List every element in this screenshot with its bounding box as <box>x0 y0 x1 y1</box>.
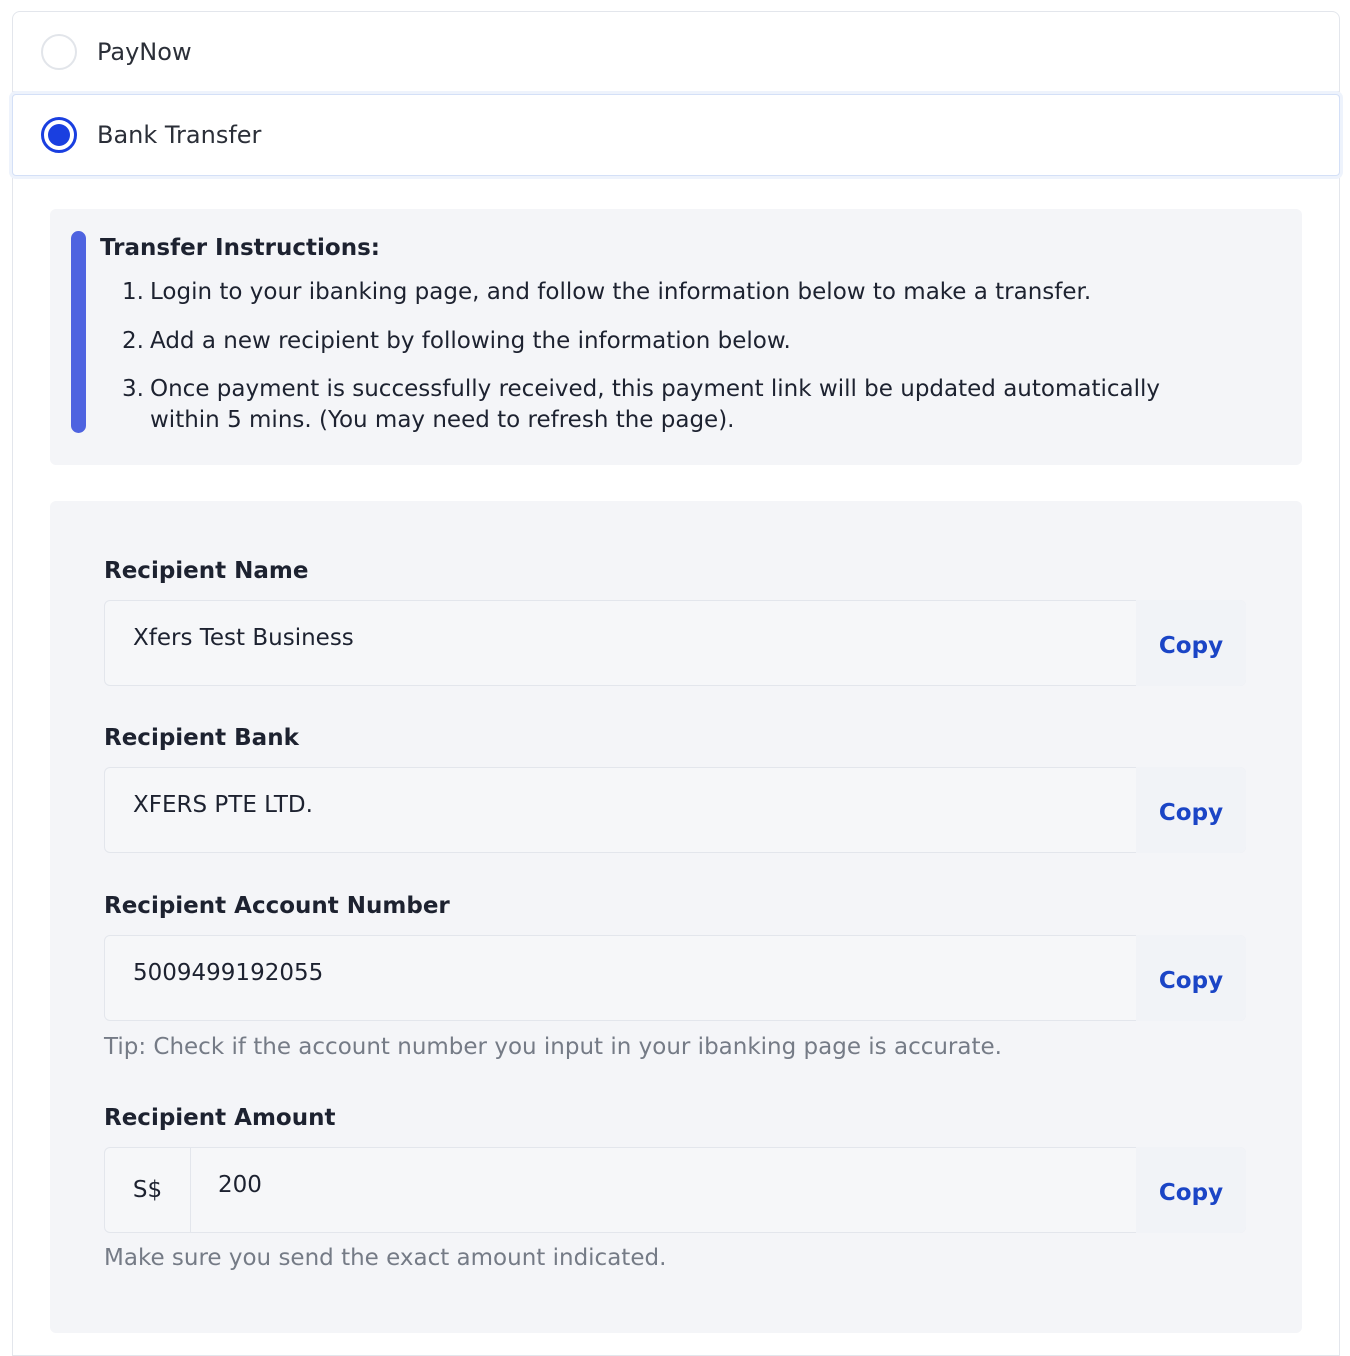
copy-recipient-amount-button[interactable]: Copy <box>1136 1147 1246 1233</box>
account-number-label: Recipient Account Number <box>104 893 450 919</box>
paynow-label: PayNow <box>97 37 192 66</box>
copy-account-number-button[interactable]: Copy <box>1136 935 1246 1021</box>
account-number-field <box>104 935 1246 1021</box>
paynow-radio[interactable] <box>41 34 77 70</box>
recipient-amount-value: 200 <box>218 1172 262 1198</box>
recipient-bank-field <box>104 767 1246 853</box>
step-number: 2. <box>122 328 144 354</box>
recipient-name-label: Recipient Name <box>104 558 309 584</box>
instructions-list <box>122 277 1232 454</box>
transfer-instructions <box>50 209 1302 465</box>
recipient-bank-value: XFERS PTE LTD. <box>133 792 313 818</box>
account-number-tip: Tip: Check if the account number you input in your ibanking page is accurate. <box>104 1034 1002 1060</box>
bank-transfer-radio[interactable] <box>41 117 77 153</box>
recipient-bank-label: Recipient Bank <box>104 725 299 751</box>
instruction-step <box>122 326 1232 357</box>
step-number: 3. <box>122 376 144 402</box>
bank-transfer-label: Bank Transfer <box>97 121 262 149</box>
recipient-name-value: Xfers Test Business <box>133 625 354 651</box>
instructions-title: Transfer Instructions: <box>100 235 380 261</box>
copy-recipient-name-button[interactable]: Copy <box>1136 600 1246 686</box>
recipient-details <box>50 501 1302 1333</box>
instructions-accent-bar <box>71 231 86 433</box>
copy-recipient-bank-button[interactable]: Copy <box>1136 767 1246 853</box>
payment-method-panel <box>12 11 1340 1356</box>
recipient-amount-label: Recipient Amount <box>104 1105 336 1131</box>
step-number: 1. <box>122 279 144 305</box>
paynow-option[interactable] <box>13 12 1339 92</box>
currency-prefix: S$ <box>105 1148 191 1232</box>
amount-note: Make sure you send the exact amount indicated. <box>104 1245 667 1271</box>
instruction-step <box>122 374 1232 436</box>
account-number-value: 5009499192055 <box>133 960 324 986</box>
bank-transfer-option[interactable] <box>12 94 1340 176</box>
step-text: Add a new recipient by following the information below. <box>150 328 791 354</box>
step-text: Once payment is successfully received, this payment link will be updated automatically within 5 mins. (You may need to refresh the page). <box>150 376 1160 433</box>
step-text: Login to your ibanking page, and follow the information below to make a transfer. <box>150 279 1092 305</box>
instruction-step <box>122 277 1232 308</box>
recipient-name-field <box>104 600 1246 686</box>
recipient-amount-field <box>104 1147 1246 1233</box>
